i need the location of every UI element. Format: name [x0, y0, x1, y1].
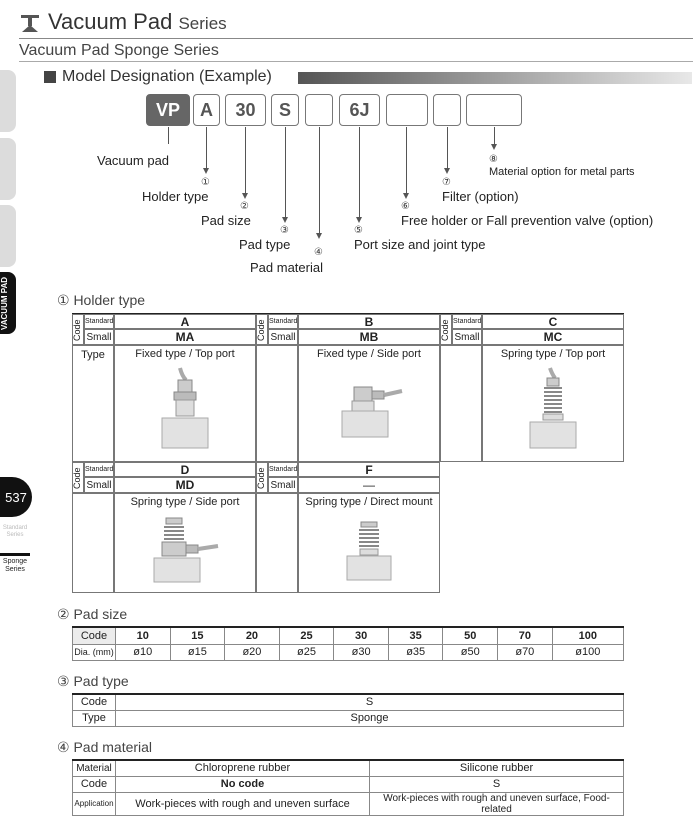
holder-f-image [345, 520, 395, 582]
num-2: ② [240, 201, 249, 212]
leader-line [494, 127, 495, 145]
size-code: 50 [443, 627, 498, 644]
leader-line [406, 127, 407, 194]
pad-type-value: Sponge [116, 710, 624, 726]
size-dia: ø100 [552, 644, 623, 660]
standard-label: Standard [268, 314, 298, 329]
material-code-silicone: S [370, 776, 624, 792]
pad-type-heading: ③ Pad type [57, 673, 129, 689]
holder-c-image [528, 366, 578, 451]
empty-cell [440, 345, 482, 462]
type-label: Type [72, 345, 114, 462]
side-divider [0, 553, 30, 556]
size-code: 10 [116, 627, 171, 644]
leader-line [319, 127, 320, 234]
leader-line [447, 127, 448, 169]
holder-f-small: — [298, 477, 440, 493]
holder-d-type: Spring type / Side port [130, 496, 240, 508]
holder-a-code: A [114, 314, 256, 329]
dia-label: Dia. (mm) [73, 644, 116, 660]
size-code: 15 [170, 627, 225, 644]
holder-type-heading: ① Holder type [57, 292, 146, 308]
standard-label: Standard [268, 462, 298, 477]
size-code: 25 [279, 627, 334, 644]
small-label: Small [268, 329, 298, 345]
leader-line [359, 127, 360, 218]
leader-line [285, 127, 286, 218]
empty-cell [256, 493, 298, 593]
title-gradient-bar [298, 72, 692, 84]
material-code-chloroprene: No code [116, 776, 370, 792]
code-label: Code [73, 627, 116, 644]
num-7: ⑦ [442, 177, 451, 188]
pad-type-table [72, 693, 624, 727]
label-filter: Filter (option) [442, 189, 519, 204]
holder-d-code: D [114, 462, 256, 477]
small-label: Small [84, 329, 114, 345]
code-box-holder: A [193, 94, 220, 126]
pad-size-table [72, 626, 624, 661]
num-5: ⑤ [354, 225, 363, 236]
leader-line [206, 127, 207, 169]
side-tab-3[interactable] [0, 205, 16, 267]
code-label: Code [256, 319, 266, 341]
label-pad-material: Pad material [250, 260, 323, 275]
code-label: Code [72, 319, 82, 341]
size-code: 100 [552, 627, 623, 644]
pad-type-code: S [116, 694, 624, 710]
holder-c-code: C [482, 314, 624, 329]
small-label: Small [268, 477, 298, 493]
code-box-type: S [271, 94, 299, 126]
holder-c-small: MC [482, 329, 624, 345]
code-box-series: VP [146, 94, 190, 126]
size-dia: ø25 [279, 644, 334, 660]
leader-line [245, 127, 246, 194]
empty-cell [72, 493, 114, 593]
material-chloroprene: Chloroprene rubber [116, 760, 370, 776]
label-material-option: Material option for metal parts [489, 166, 635, 178]
arrow-icon [403, 193, 409, 199]
code-label: Code [72, 467, 82, 489]
arrow-icon [316, 233, 322, 239]
holder-a-image [160, 366, 210, 451]
application-silicone: Work-pieces with rough and uneven surface, Food-related [370, 792, 624, 815]
pad-material-heading: ④ Pad material [57, 739, 153, 755]
page-number: 537 [0, 477, 32, 517]
standard-label: Standard [84, 462, 114, 477]
side-sponge-series[interactable]: Sponge Series [2, 558, 28, 573]
label-pad-type: Pad type [239, 237, 291, 252]
size-dia: ø20 [225, 644, 280, 660]
small-label: Small [84, 477, 114, 493]
code-label: Code [73, 776, 116, 792]
holder-f-type: Spring type / Direct mount [305, 496, 433, 508]
empty-cell [256, 345, 298, 462]
num-4: ④ [314, 247, 323, 258]
size-dia: ø50 [443, 644, 498, 660]
label-port-size: Port size and joint type [354, 237, 486, 252]
code-label: Code [440, 319, 450, 341]
pad-size-heading: ② Pad size [57, 606, 128, 622]
page-title: Vacuum Pad Series [48, 9, 227, 34]
header-divider [19, 38, 693, 39]
arrow-icon [242, 193, 248, 199]
holder-b-small: MB [298, 329, 440, 345]
holder-a-small: MA [114, 329, 256, 345]
code-label: Code [256, 467, 266, 489]
holder-c-type: Spring type / Top port [500, 348, 606, 360]
application-chloroprene: Work-pieces with rough and uneven surface [116, 792, 370, 815]
code-box-material [305, 94, 333, 126]
num-1: ① [201, 177, 210, 188]
size-dia: ø70 [498, 644, 553, 660]
holder-b-code: B [298, 314, 440, 329]
holder-d-small: MD [114, 477, 256, 493]
arrow-icon [491, 144, 497, 150]
holder-b-type: Fixed type / Side port [317, 348, 421, 360]
label-free-holder: Free holder or Fall prevention valve (option) [401, 213, 654, 228]
side-tab-label: VACUUM PAD [0, 276, 9, 330]
size-dia: ø10 [116, 644, 171, 660]
size-dia: ø35 [388, 644, 443, 660]
holder-b-image [340, 385, 410, 440]
size-dia: ø15 [170, 644, 225, 660]
num-8: ⑧ [489, 154, 498, 165]
code-box-port: 6J [339, 94, 380, 126]
material-silicone: Silicone rubber [370, 760, 624, 776]
arrow-icon [444, 168, 450, 174]
size-code: 35 [388, 627, 443, 644]
holder-a-type: Fixed type / Top port [135, 348, 235, 360]
size-code: 20 [225, 627, 280, 644]
code-label: Code [73, 694, 116, 710]
small-label: Small [452, 329, 482, 345]
side-tab-2[interactable] [0, 138, 16, 200]
holder-d-image [152, 516, 227, 584]
size-dia: ø30 [334, 644, 389, 660]
page-subtitle: Vacuum Pad Sponge Series [19, 42, 219, 59]
type-label: Type [73, 710, 116, 726]
arrow-icon [282, 217, 288, 223]
material-label: Material [73, 760, 116, 776]
num-3: ③ [280, 225, 289, 236]
vacuum-pad-icon [19, 12, 41, 34]
label-vacuum-pad: Vacuum pad [97, 153, 170, 168]
code-box-size: 30 [225, 94, 266, 126]
code-box-filter [433, 94, 461, 126]
size-code: 30 [334, 627, 389, 644]
holder-f-code: F [298, 462, 440, 477]
side-standard-series[interactable]: Standard Series [2, 525, 28, 538]
code-box-option [466, 94, 522, 126]
model-designation-title: Model Designation (Example) [62, 68, 272, 85]
arrow-icon [203, 168, 209, 174]
size-code: 70 [498, 627, 553, 644]
code-box-free-holder [386, 94, 428, 126]
num-6: ⑥ [401, 201, 410, 212]
standard-label: Standard [452, 314, 482, 329]
arrow-icon [356, 217, 362, 223]
label-pad-size: Pad size [201, 213, 251, 228]
label-holder-type: Holder type [142, 189, 209, 204]
standard-label: Standard [84, 314, 114, 329]
subheader-divider [19, 61, 693, 62]
application-label: Application [73, 792, 116, 815]
pad-material-table [72, 759, 624, 816]
side-tab-1[interactable] [0, 70, 16, 132]
section-marker [44, 71, 56, 83]
leader-line [168, 127, 169, 144]
